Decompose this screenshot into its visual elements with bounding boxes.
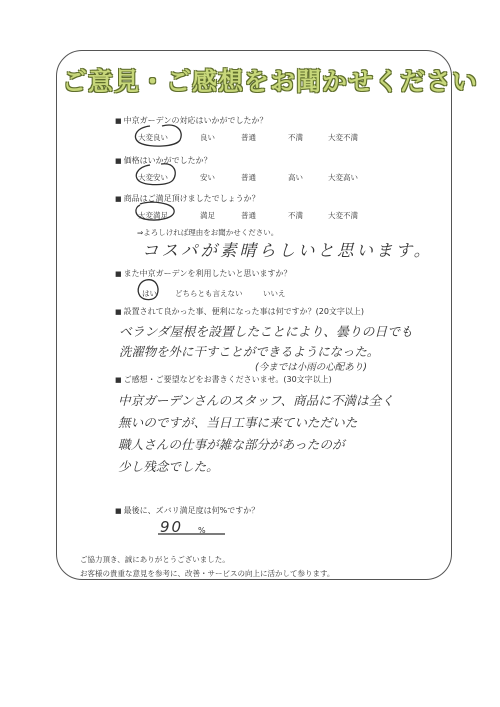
question-5-answer-line-1[interactable]: ベランダ屋根を設置したことにより、曇りの日でも [119,325,413,340]
question-3-answer[interactable]: コスパが素晴らしいと思います。 [142,241,434,260]
question-2-options [138,172,438,184]
question-1-label: ■ 中京ガーデンの対応はいかがでしたか？ [115,115,267,126]
q3-option-very-dissatisfied[interactable]: 大変不満 [328,211,358,220]
percent-unit: % [198,526,206,535]
question-6-answer-line-2[interactable]: 無いのですが、当日工事に来ていただいた [118,415,358,430]
q2-option-normal[interactable]: 普通 [241,173,256,182]
question-3-note: ⇒よろしければ理由をお聞かせください。 [137,228,279,237]
q3-option-dissatisfied[interactable]: 不満 [288,211,303,220]
question-5-answer-line-3[interactable]: (今までは小雨の心配あり) [255,362,367,373]
question-6-answer-line-1[interactable]: 中京ガーデンさんのスタッフ、商品に不満は全く [118,393,394,408]
question-6-answer-line-3[interactable]: 職人さんの仕事が雑な部分があったのが [118,437,345,452]
q1-option-very-dissatisfied[interactable]: 大変不満 [328,133,358,142]
question-3-options [138,210,438,222]
q1-option-dissatisfied[interactable]: 不満 [288,133,303,142]
q2-option-expensive[interactable]: 高い [288,173,303,182]
footer-improvement: お客様の貴重な意見を参考に、改善・サービスの向上に活かして参ります。 [80,569,335,578]
question-4-options [138,288,438,300]
survey-title: ご意見・ご感想をお聞かせください [62,67,479,96]
question-6-label: ■ ご感想・ご要望などをお書きくださいませ。(30文字以上) [115,374,332,385]
q4-option-neither[interactable]: どちらとも言えない [175,289,243,298]
q3-option-normal[interactable]: 普通 [241,211,256,220]
question-5-answer-line-2[interactable]: 洗濯物を外に干すことができるようになった。 [119,344,380,359]
q3-option-satisfied[interactable]: 満足 [200,211,215,220]
q2-option-very-expensive[interactable]: 大変高い [328,173,358,182]
question-7-answer[interactable]: 90 [160,518,184,536]
question-1-options [138,132,438,144]
q1-option-normal[interactable]: 普通 [241,133,256,142]
question-5-label: ■ 設置されて良かった事、便利になった事は何ですか？(20文字以上) [115,306,364,317]
q1-option-good[interactable]: 良い [200,133,215,142]
q4-option-no[interactable]: いいえ [263,289,286,298]
q1-option-very-good[interactable]: 大変良い [138,133,168,142]
q4-option-yes[interactable]: はい [142,289,157,298]
question-7-label: ■ 最後に、ズバリ満足度は何%ですか？ [115,505,259,516]
question-4-label: ■ また中京ガーデンを利用したいと思いますか？ [115,268,291,279]
q2-option-cheap[interactable]: 安い [200,173,215,182]
q2-option-very-cheap[interactable]: 大変安い [138,173,168,182]
footer-thanks: ご協力頂き、誠にありがとうございました。 [80,555,230,564]
question-3-label: ■ 商品はご満足頂けましたでしょうか？ [115,193,260,204]
q3-option-very-satisfied[interactable]: 大変満足 [138,211,168,220]
question-6-answer-line-4[interactable]: 少し残念でした。 [118,459,219,474]
question-2-label: ■ 価格はいかがでしたか？ [115,155,212,166]
